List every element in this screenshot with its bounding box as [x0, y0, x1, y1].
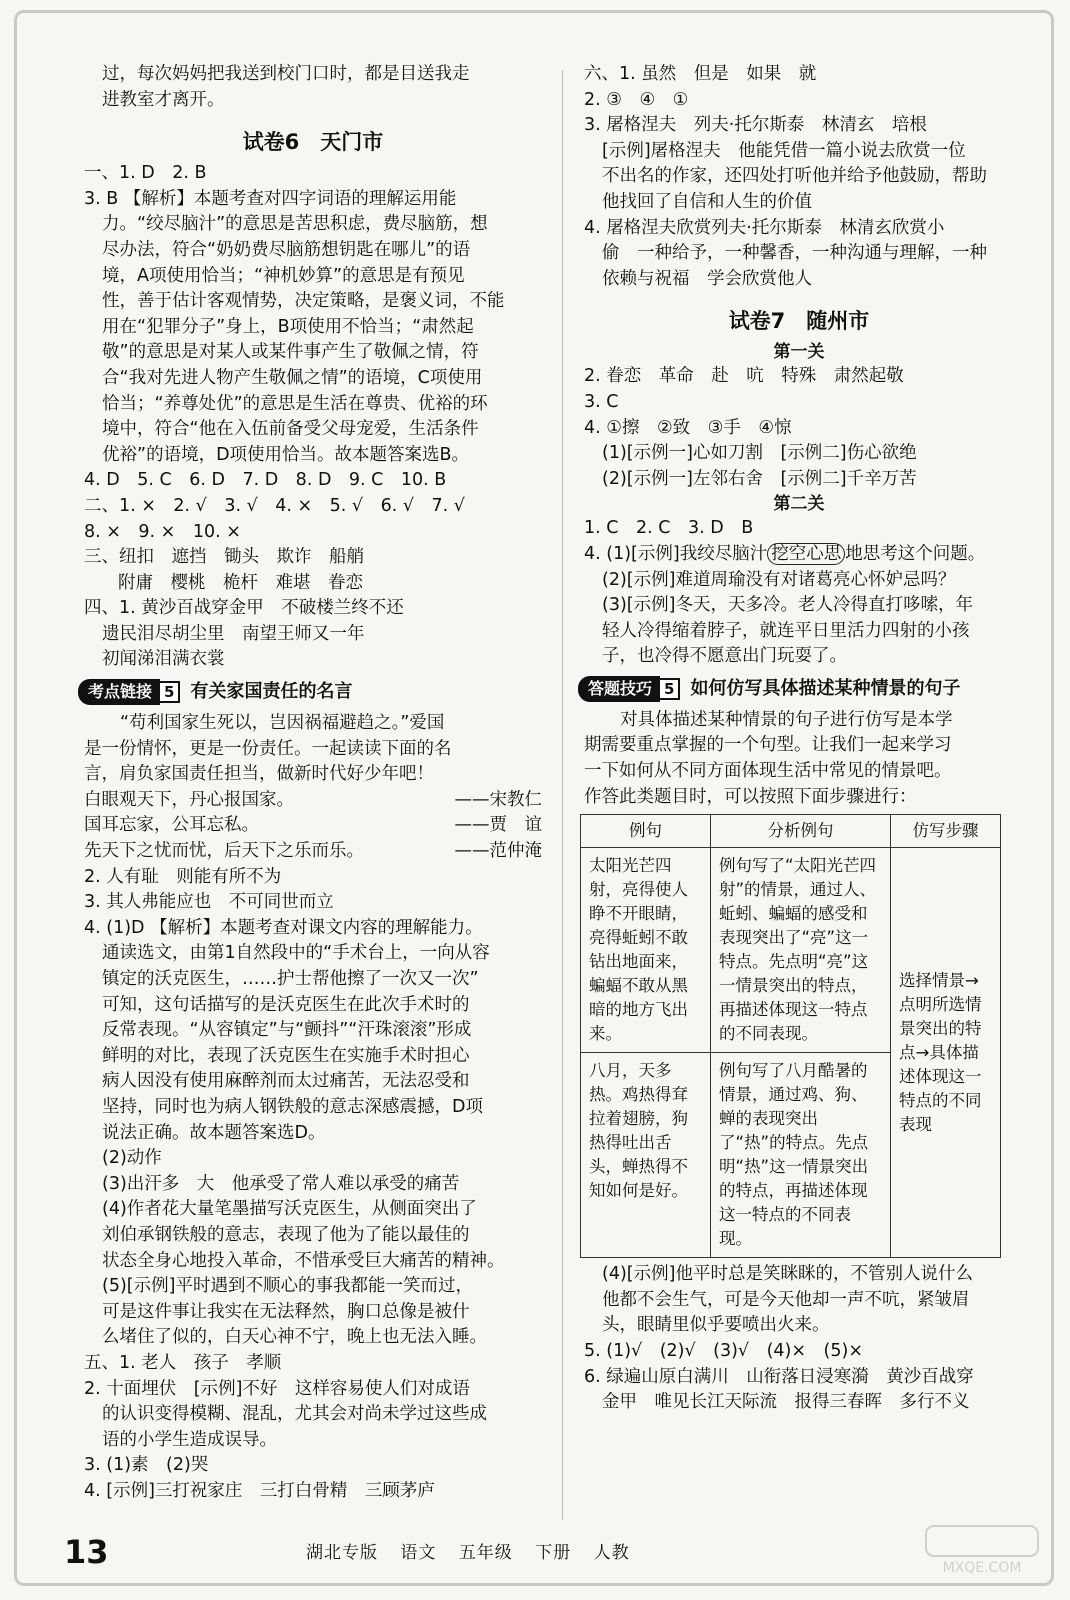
intro-line: 言，肩负家国责任担当，做新时代好少年吧！ [84, 764, 434, 785]
right-column [584, 62, 1014, 1416]
answer-line: 4. (1)D 【解析】本题考查对课文内容的理解能力。 [84, 917, 483, 938]
answer-line: 子，也冷得不愿意出门玩耍了。 [602, 646, 847, 667]
page-footer [0, 1532, 1070, 1576]
answer-line: 状态全身心地投入革命，不惜承受巨大痛苦的精神。 [102, 1250, 505, 1271]
answer-line: 五、1. 老人 孩子 孝顺 [84, 1352, 282, 1373]
section-title: 试卷6 天门市 [242, 130, 384, 155]
answer-line: 金甲 唯见长江天际流 报得三春晖 多行不义 [602, 1392, 970, 1413]
answer-line: 2. ③ ④ ① [584, 89, 689, 110]
answer-line: (3)[示例]冬天，天多冷。老人冷得直打哆嗦，年 [602, 595, 973, 616]
answer-line: [示例]屠格涅夫 他能凭借一篇小说去欣赏一位 [602, 140, 966, 161]
page-number: 13 [64, 1533, 109, 1571]
left-column [84, 62, 542, 1504]
answer-line: 不出名的作家，还四处打听他并给予他鼓励，帮助 [602, 166, 987, 187]
answer-line: 4. ①擦 ②致 ③手 ④惊 [584, 417, 792, 438]
answer-line: (2)动作 [102, 1148, 162, 1169]
footer-info: 湖北专版 语文 五年级 下册 人教 [306, 1543, 630, 1563]
quote-author: ——宋教仁 [454, 789, 542, 810]
answer-line: 过，每次妈妈把我送到校门口时，都是目送我走 [102, 64, 470, 84]
answer-line: 合“我对先进人物产生敬佩之情”的语境，C项使用 [102, 367, 483, 388]
answer-line: 刘伯承钢铁般的意志，表现了他为了能以最佳的 [102, 1224, 470, 1245]
circled-word: 挖空心思 [767, 543, 845, 565]
section-title: 试卷7 随州市 [728, 309, 870, 334]
answer-line: (2)[示例]难道周瑜没有对诸葛亮心怀妒忌吗？ [602, 569, 956, 590]
kaodian-title: 有关家国责任的名言 [190, 681, 353, 703]
answer-line: 说法正确。故本题答案选D。 [102, 1122, 326, 1143]
answer-line: 通读选文，由第1自然段中的“手术台上，一向从容 [102, 943, 490, 964]
answer-line: 语的小学生造成误导。 [102, 1429, 277, 1450]
quote-text: 白眼观天下，丹心报国家。 [84, 789, 294, 810]
table-cell-steps: 选择情景→点明所选情景突出的特点→具体描述体现这一特点的不同表现 [891, 848, 1001, 1258]
jiqiao-number: 5 [658, 678, 680, 700]
answer-line: 境，A项使用恰当；“神机妙算”的意思是有预见 [102, 265, 465, 286]
answer-line: 坚持，同时也为病人钢铁般的意志深感震撼，D项 [102, 1096, 483, 1117]
answer-line: 头，眼睛里似乎要喷出火来。 [602, 1315, 830, 1336]
answer-line: 2. 人有耻 则能有所不为 [84, 866, 282, 887]
answer-line: 5. (1)√ (2)√ (3)√ (4)× (5)× [584, 1341, 863, 1362]
intro-line: 一下如何从不同方面体现生活中常见的情景吧。 [584, 761, 952, 782]
quote-line [84, 788, 542, 814]
table-header: 例句 [581, 815, 711, 848]
answer-line: 三、纽扣 遮挡 锄头 欺诈 船艄 [84, 547, 364, 568]
svg-text:MXQE.COM: MXQE.COM [942, 1560, 1022, 1576]
answer-line: 一、1. D 2. B [84, 163, 207, 184]
answer-line: 6. 绿遍山原白满川 山衔落日浸寒漪 黄沙百战穿 [584, 1366, 974, 1387]
answer-line: (4)作者花大量笔墨描写沃克医生，从侧面突出了 [102, 1199, 477, 1220]
answer-line: 初闻涕泪满衣裳 [102, 649, 225, 670]
answer-line: 进教室才离开。 [102, 89, 225, 110]
table-cell-analysis: 例句写了八月酷暑的情景，通过鸡、狗、蝉的表现突出了“热”的特点。先点明“热”这一情景突出的特点，再描述体现这一特点的不同表现。 [711, 1053, 891, 1258]
jiqiao-header [578, 676, 1014, 702]
table-cell-example: 太阳光芒四射，亮得使人睁不开眼睛，亮得蚯蚓不敢钻出地面来，蝙蝠不敢从黑暗的地方飞出来。 [581, 848, 711, 1053]
answer-line: 优裕”的语境，D项使用恰当。故本题答案选B。 [102, 444, 470, 465]
answer-line: (1)[示例一]心如刀割 [示例二]伤心欲绝 [602, 443, 917, 464]
answer-line: (5)[示例]平时遇到不顺心的事我都能一笑而过， [102, 1276, 473, 1297]
answer-line: 病人因没有使用麻醉剂而太过痛苦，无法忍受和 [102, 1071, 470, 1092]
answer-line: 的认识变得模糊、混乱，尤其会对尚未学过这些成 [102, 1404, 487, 1425]
kaodian-header [78, 679, 542, 705]
answer-line: 尽办法，符合“奶奶费尽脑筋想钥匙在哪儿”的语 [102, 239, 471, 260]
answer-line: 8. × 9. × 10. × [84, 521, 241, 542]
answer-line: 恰当；“养尊处优”的意思是生活在尊贵、优裕的环 [102, 393, 488, 414]
answer-line: 偷 一种给予，一种馨香，一种沟通与理解，一种 [602, 243, 987, 264]
answer-line: 附庸 樱桃 桅杆 难堪 眷恋 [118, 572, 363, 593]
answer-line: 3. 屠格涅夫 列夫·托尔斯泰 林清玄 培根 [584, 115, 927, 136]
answer-line: 反常表现。“从容镇定”与“颤抖”“汗珠滚滚”形成 [102, 1020, 472, 1041]
answer-line: 依赖与祝福 学会欣赏他人 [602, 268, 812, 289]
answer-line: 4. 屠格涅夫欣赏列夫·托尔斯泰 林清玄欣赏小 [584, 217, 945, 238]
intro-line: 期需要重点掌握的一个句型。让我们一起来学习 [584, 735, 952, 756]
quote-text: 国耳忘家，公耳忘私。 [84, 815, 259, 836]
answer-line: 敬”的意思是对某人或某件事产生了敬佩之情，符 [102, 342, 479, 363]
column-divider [562, 70, 563, 1520]
answer-line: 3. B 【解析】本题考查对四字词语的理解运用能 [84, 188, 457, 209]
kaodian-number: 5 [158, 681, 180, 703]
answer-line: 鲜明的对比，表现了沃克医生在实施手术时担心 [102, 1045, 470, 1066]
quote-author: ——贾 谊 [454, 815, 542, 836]
intro-line: 对具体描述某种情景的句子进行仿写是本学 [620, 709, 953, 730]
section-subtitle: 第一关 [773, 342, 825, 363]
intro-line: 是一份情怀，更是一份责任。一起读读下面的名 [84, 738, 452, 759]
quote-line [84, 839, 542, 865]
answer-line: 可是这件事让我实在无法释然，胸口总像是被什 [102, 1301, 470, 1322]
answer-line: 力。“绞尽脑汁”的意思是苦思积虑，费尽脑筋，想 [102, 214, 488, 235]
answer-line: (3)出汗多 大 他承受了常人难以承受的痛苦 [102, 1173, 460, 1194]
answer-line: 3. 其人弗能应也 不可同世而立 [84, 892, 334, 913]
quote-author: ——范仲淹 [454, 841, 542, 862]
answer-line: 轻人冷得缩着脖子，就连平日里活力四射的小孩 [602, 620, 970, 641]
answer-line: 2. 十面埋伏 [示例]不好 这样容易使人们对成语 [84, 1378, 470, 1399]
jiqiao-badge: 答题技巧 [578, 676, 660, 702]
answer-line: 4. [示例]三打祝家庄 三打白骨精 三顾茅庐 [84, 1480, 435, 1501]
kaodian-badge: 考点链接 [78, 679, 160, 705]
table-header: 仿写步骤 [891, 815, 1001, 848]
answer-line: 3. C [584, 391, 619, 412]
answer-line: 遗民泪尽胡尘里 南望王师又一年 [102, 623, 365, 644]
answer-line: 境中，符合“他在入伍前备受父母宠爱，生活条件 [102, 419, 479, 440]
answer-line: 性，善于估计客观情势，决定策略，是褒义词，不能 [102, 291, 505, 312]
answer-line: 用在“犯罪分子”身上，B项使用不恰当；“肃然起 [102, 316, 474, 337]
answer-line: 他都不会生气，可是今天他却一声不吭，紧皱眉 [602, 1289, 970, 1310]
intro-line: “苟利国家生死以，岂因祸福避趋之。”爱国 [120, 713, 445, 734]
table-header: 分析例句 [711, 815, 891, 848]
answer-line: 四、1. 黄沙百战穿金甲 不破楼兰终不还 [84, 598, 404, 619]
answer-line: 3. (1)素 (2)哭 [84, 1455, 209, 1476]
quote-text: 先天下之忧而忧，后天下之乐而乐。 [84, 841, 364, 862]
answer-line: 镇定的沃克医生，……护士帮他擦了一次又一次” [102, 969, 479, 989]
answer-line: 可知，这句话描写的是沃克医生在此次手术时的 [102, 994, 470, 1015]
intro-line: 作答此类题目时，可以按照下面步骤进行： [584, 786, 917, 807]
jiqiao-title: 如何仿写具体描述某种情景的句子 [690, 678, 961, 700]
answer-line: 他找回了自信和人生的价值 [602, 191, 812, 212]
answer-line: (2)[示例一]左邻右舍 [示例二]千辛万苦 [602, 468, 917, 489]
section-subtitle: 第二关 [773, 494, 825, 515]
method-table [580, 814, 1001, 1258]
answer-line: 4. D 5. C 6. D 7. D 8. D 9. C 10. B [84, 470, 447, 491]
answer-line: 六、1. 虽然 但是 如果 就 [584, 64, 817, 84]
watermark-logo [922, 1520, 1042, 1580]
table-cell-analysis: 例句写了“太阳光芒四射”的情景，通过人、蚯蚓、蝙蝠的感受和表现突出了“亮”这一特点。先点明“亮”这一情景突出的特点，再描述体现这一特点的不同表现。 [711, 848, 891, 1053]
answer-line: 二、1. × 2. √ 3. √ 4. × 5. √ 6. √ 7. √ [84, 495, 465, 516]
answer-line: (4)[示例]他平时总是笑眯眯的，不管别人说什么 [602, 1264, 973, 1285]
quote-line [84, 813, 542, 839]
table-cell-example: 八月，天多热。鸡热得耷拉着翅膀，狗热得吐出舌头，蝉热得不知如何是好。 [581, 1053, 711, 1258]
answer-line: 么堵住了似的，白天心神不宁，晚上也无法入睡。 [102, 1327, 487, 1348]
answer-line: 1. C 2. C 3. D B [584, 518, 754, 539]
answer-line: 2. 眷恋 革命 赴 吭 特殊 肃然起敬 [584, 366, 904, 387]
answer-line: 4. (1)[示例]我绞尽脑汁 挖空心思 地思考这个问题。 [584, 543, 986, 564]
